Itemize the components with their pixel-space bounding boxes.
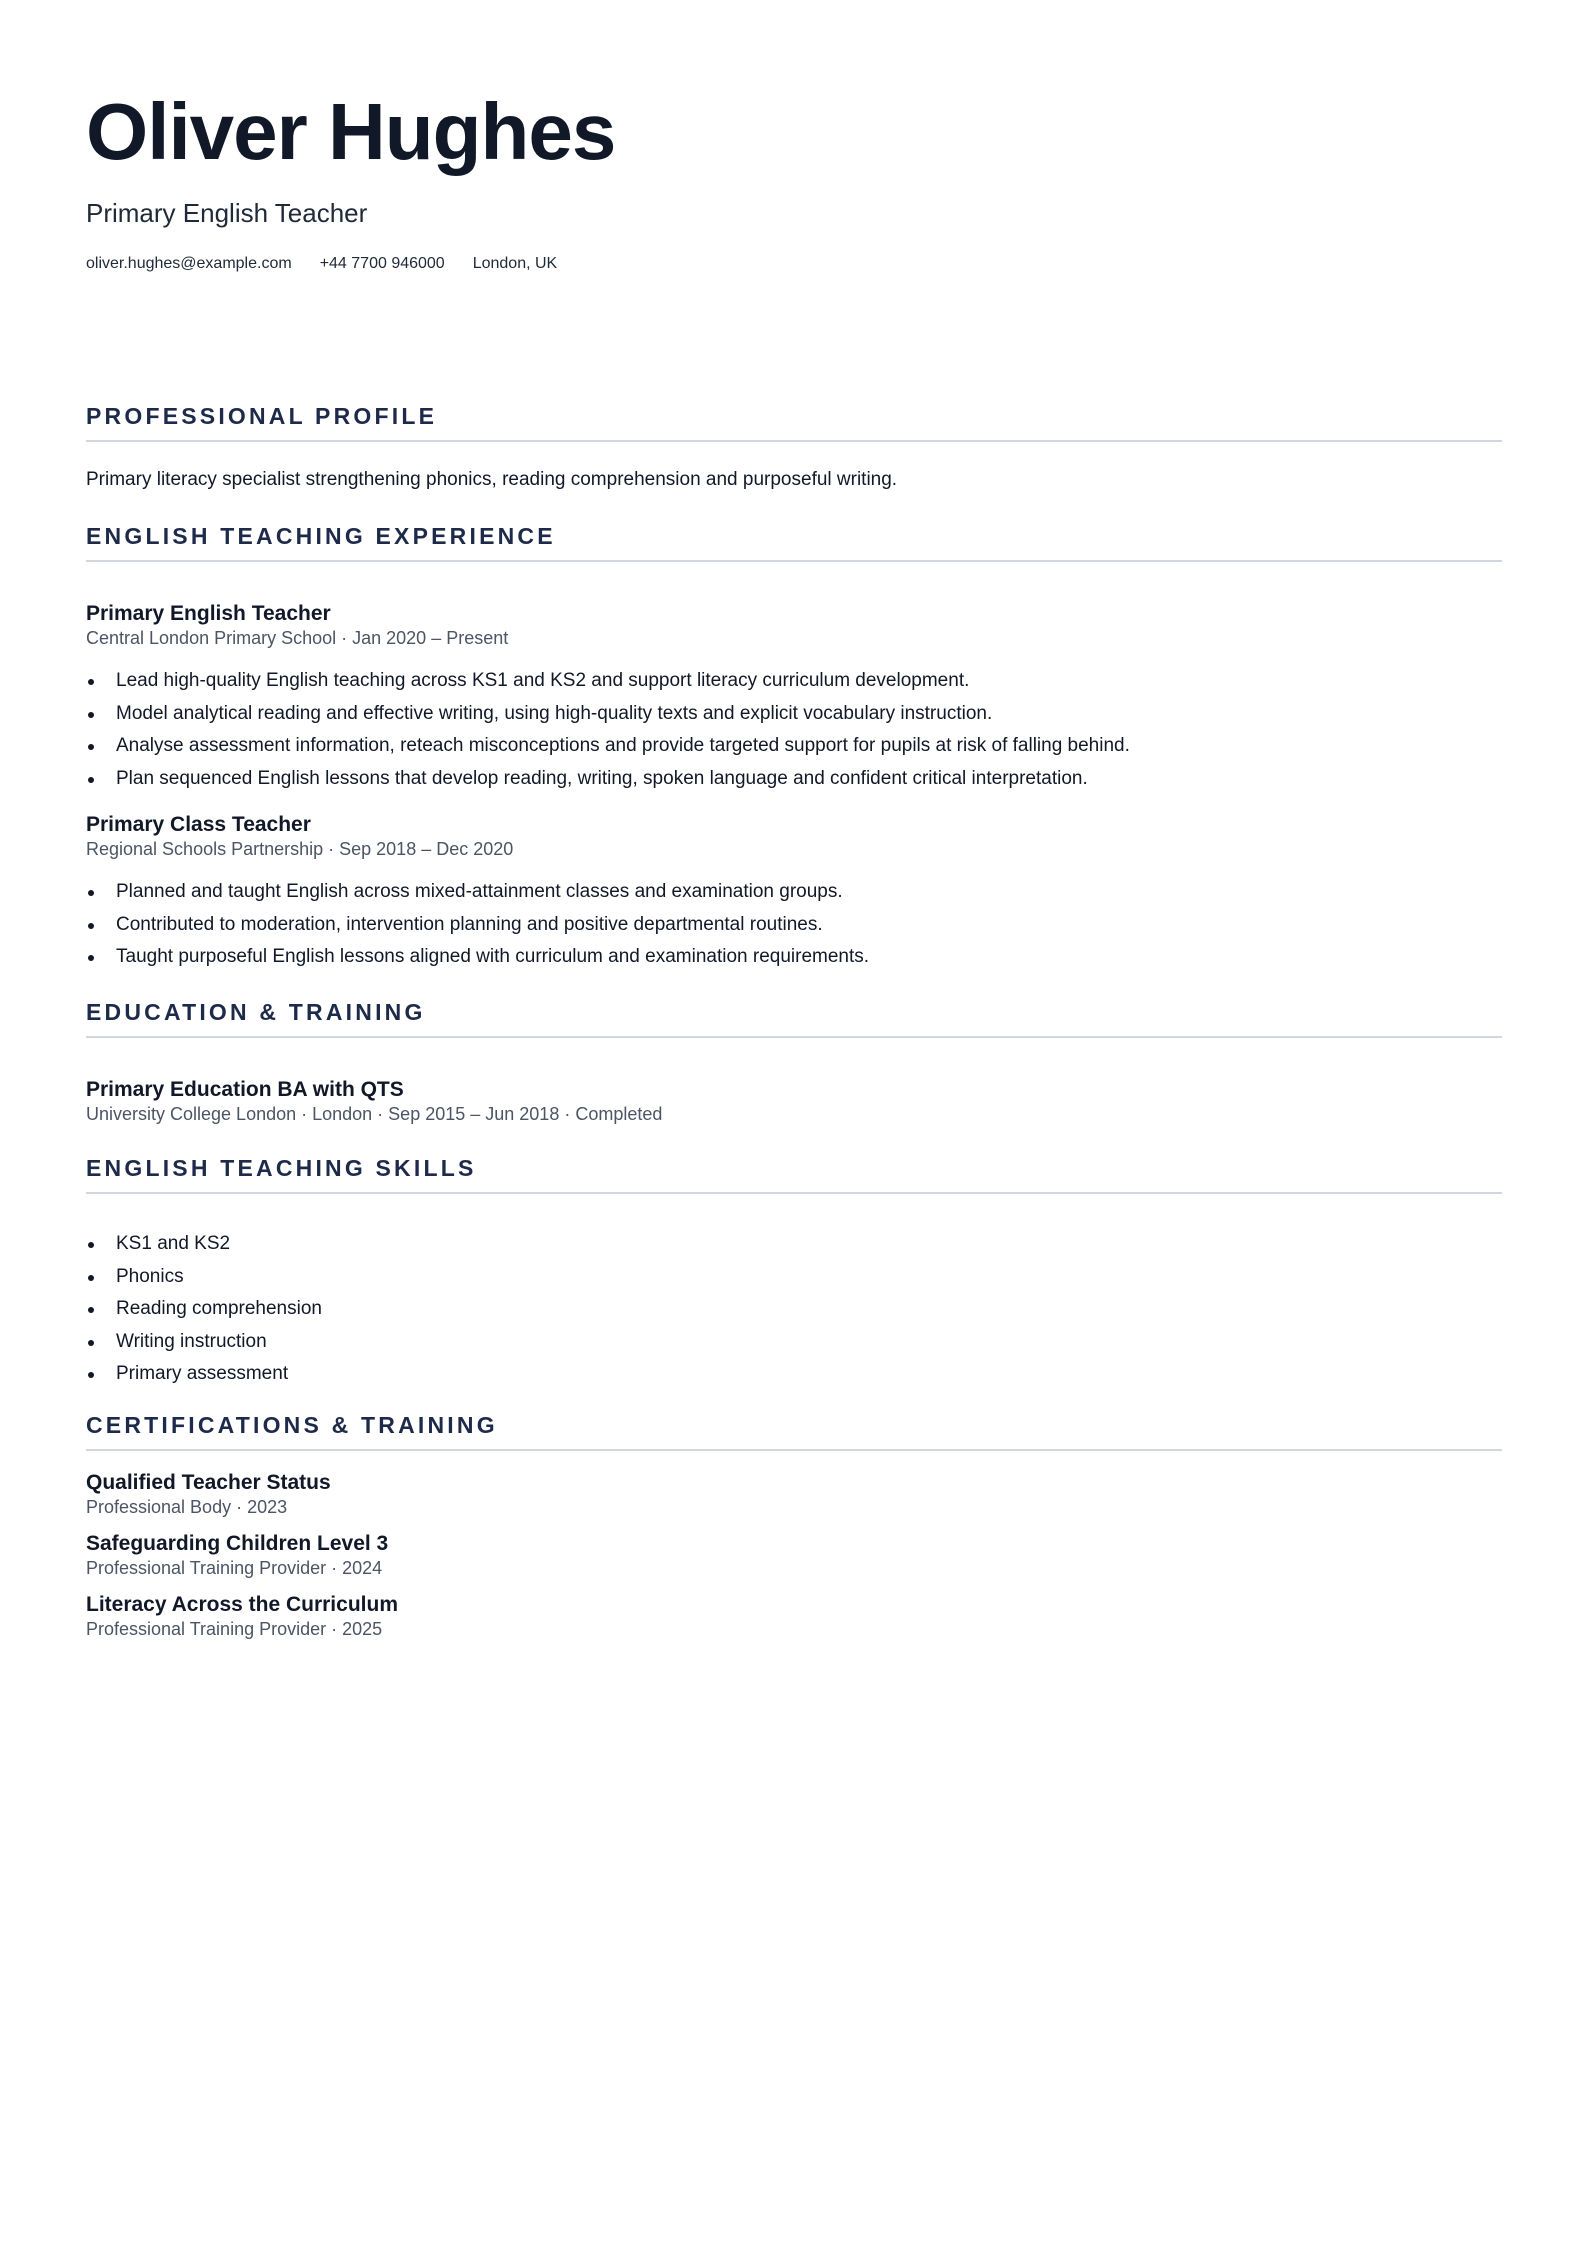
skill-item: Phonics xyxy=(86,1261,1502,1294)
certification-meta: Professional Body · 2023 xyxy=(86,1497,288,1517)
section-divider xyxy=(86,1449,1502,1451)
certification-entry xyxy=(86,1593,1502,1640)
bullet-item: Analyse assessment information, reteach misconceptions and provide targeted support for pupils at risk of falling behind. xyxy=(86,730,1502,763)
section-heading: PROFESSIONAL PROFILE xyxy=(86,403,438,429)
education-entry xyxy=(86,1078,1502,1125)
skill-item: Writing instruction xyxy=(86,1326,1502,1359)
bullet-item: Taught purposeful English lessons aligned with curriculum and examination requirements. xyxy=(86,941,1502,974)
job-bullets xyxy=(86,876,1502,974)
section-heading: ENGLISH TEACHING SKILLS xyxy=(86,1155,477,1181)
bullet-item: Lead high-quality English teaching across KS1 and KS2 and support literacy curriculum development. xyxy=(86,665,1502,698)
certification-entry xyxy=(86,1532,1502,1579)
job-meta: Central London Primary School · Jan 2020 – Present xyxy=(86,628,509,648)
skill-item: Reading comprehension xyxy=(86,1293,1502,1326)
certification-meta: Professional Training Provider · 2024 xyxy=(86,1558,383,1578)
job-title: Primary English Teacher xyxy=(86,602,331,625)
section-divider xyxy=(86,560,1502,562)
profile-summary: Primary literacy specialist strengthening phonics, reading comprehension and purposeful writing. xyxy=(86,469,898,490)
skill-item: Primary assessment xyxy=(86,1358,1502,1391)
section-certifications xyxy=(86,1412,1502,1640)
certification-title: Safeguarding Children Level 3 xyxy=(86,1532,389,1555)
job-bullets xyxy=(86,665,1502,795)
section-heading: EDUCATION & TRAINING xyxy=(86,999,426,1025)
certification-title: Qualified Teacher Status xyxy=(86,1471,331,1494)
certification-title: Literacy Across the Curriculum xyxy=(86,1593,398,1616)
section-divider xyxy=(86,1036,1502,1038)
section-education xyxy=(86,999,1502,1125)
section-profile xyxy=(86,403,1502,491)
certification-entry xyxy=(86,1471,1502,1518)
degree-title: Primary Education BA with QTS xyxy=(86,1078,404,1101)
certification-meta: Professional Training Provider · 2025 xyxy=(86,1619,383,1639)
degree-meta: University College London · London · Sep 2015 – Jun 2018 · Completed xyxy=(86,1104,663,1124)
job-entry xyxy=(86,813,1502,974)
bullet-item: Plan sequenced English lessons that develop reading, writing, spoken language and confident critical interpretation. xyxy=(86,763,1502,796)
candidate-title: Primary English Teacher xyxy=(86,198,368,228)
bullet-item: Planned and taught English across mixed-attainment classes and examination groups. xyxy=(86,876,1502,909)
section-heading: CERTIFICATIONS & TRAINING xyxy=(86,1412,498,1438)
section-divider xyxy=(86,1192,1502,1194)
bullet-item: Model analytical reading and effective writing, using high-quality texts and explicit vocabulary instruction. xyxy=(86,698,1502,731)
bullet-item: Contributed to moderation, intervention planning and positive departmental routines. xyxy=(86,909,1502,942)
section-experience xyxy=(86,523,1502,974)
contact-line xyxy=(86,255,557,273)
job-meta: Regional Schools Partnership · Sep 2018 – Dec 2020 xyxy=(86,839,514,859)
section-divider xyxy=(86,440,1502,442)
section-heading: ENGLISH TEACHING EXPERIENCE xyxy=(86,523,556,549)
skills-list xyxy=(86,1228,1502,1391)
candidate-name: Oliver Hughes xyxy=(86,87,616,176)
job-entry xyxy=(86,602,1502,795)
contact-location: London, UK xyxy=(472,255,558,272)
contact-email: oliver.hughes@example.com xyxy=(86,255,292,272)
skill-item: KS1 and KS2 xyxy=(86,1228,1502,1261)
section-skills xyxy=(86,1155,1502,1391)
contact-phone: +44 7700 946000 xyxy=(319,255,445,272)
job-title: Primary Class Teacher xyxy=(86,813,311,836)
